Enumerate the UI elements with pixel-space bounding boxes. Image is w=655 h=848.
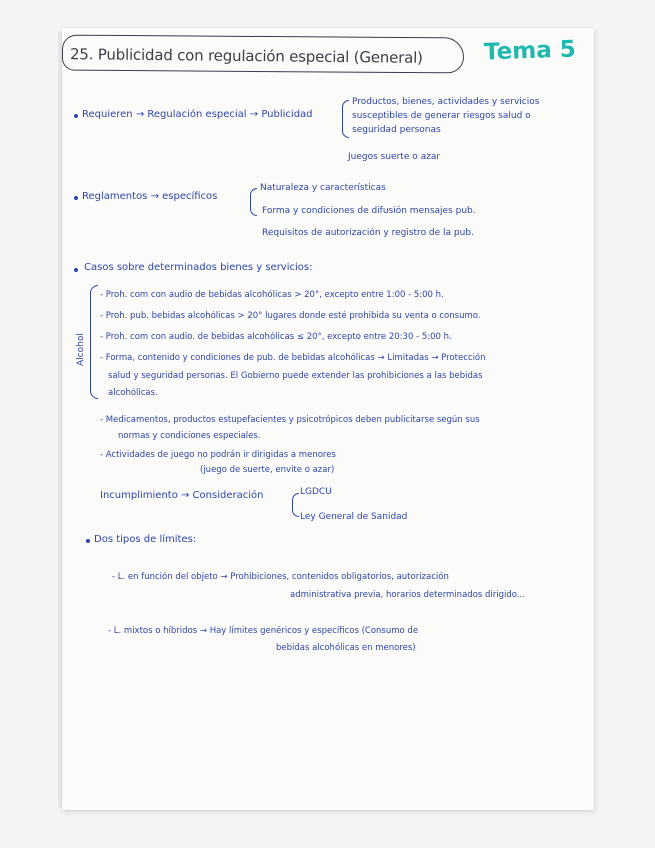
s5-limit-a-2: administrativa previa, horarios determinados dirigido... bbox=[290, 590, 525, 600]
s3-extra-3: - Actividades de juego no podrán ir dirigidas a menores bbox=[100, 450, 336, 460]
page-title: 25. Publicidad con regulación especial (General) bbox=[69, 45, 423, 67]
s4-brace bbox=[292, 493, 299, 517]
s5-lead: Dos tipos de límites: bbox=[94, 534, 197, 545]
s3-line-5: salud y seguridad personas. El Gobierno puede extender las prohibiciones a las bebidas bbox=[108, 371, 483, 381]
s4-item-1: LGDCU bbox=[300, 487, 332, 497]
s5-limit-b-2: bebidas alcohólicas en menores) bbox=[276, 643, 416, 653]
s3-line-1: - Proh. com con audio de bebidas alcohólicas > 20°, excepto entre 1:00 - 5:00 h. bbox=[100, 290, 444, 300]
s1-brace bbox=[342, 100, 349, 138]
s4-lead: Incumplimiento → Consideración bbox=[100, 490, 264, 501]
s2-item-2: Forma y condiciones de difusión mensajes pub. bbox=[262, 206, 476, 216]
tema-heading: Tema 5 bbox=[483, 36, 577, 66]
s3-line-6: alcohólicas. bbox=[108, 388, 158, 398]
s2-item-1: Naturaleza y características bbox=[260, 183, 386, 193]
bullet-2 bbox=[74, 196, 78, 200]
s1-item-4: Juegos suerte o azar bbox=[348, 152, 441, 162]
s2-brace bbox=[250, 188, 257, 216]
s1-item-1: Productos, bienes, actividades y servicios bbox=[352, 97, 540, 107]
s3-line-3: - Proh. com con audio. de bebidas alcohólicas ≤ 20°, excepto entre 20:30 - 5:00 h. bbox=[100, 332, 452, 342]
s3-line-2: - Proh. pub. bebidas alcohólicas > 20° lugares donde esté prohibida su venta o consumo. bbox=[100, 311, 481, 321]
s3-extra-2: normas y condiciones especiales. bbox=[118, 431, 261, 441]
s2-lead: Reglamentos → específicos bbox=[82, 191, 218, 202]
s1-item-2: susceptibles de generar riesgos salud o bbox=[352, 111, 531, 121]
s3-side-label: Alcohol bbox=[76, 333, 86, 366]
s5-limit-b-1: - L. mixtos o híbridos → Hay límites genéricos y específicos (Consumo de bbox=[108, 626, 419, 636]
bullet-1 bbox=[74, 114, 78, 118]
s3-lead: Casos sobre determinados bienes y servicios: bbox=[84, 262, 313, 273]
s3-line-4: - Forma, contenido y condiciones de pub. de bebidas alcohólicas → Limitadas → Protección bbox=[100, 353, 486, 363]
bullet-5 bbox=[86, 539, 90, 543]
s2-item-3: Requisitos de autorización y registro de la pub. bbox=[262, 228, 474, 238]
s3-brace bbox=[90, 285, 98, 399]
s1-lead: Requieren → Regulación especial → Publicidad bbox=[82, 109, 313, 120]
s4-item-2: Ley General de Sanidad bbox=[300, 512, 408, 522]
s5-limit-a-1: - L. en función del objeto → Prohibiciones, contenidos obligatorios, autorización bbox=[112, 572, 449, 582]
s3-extra-4: (juego de suerte, envite o azar) bbox=[200, 465, 335, 475]
s3-extra-1: - Medicamentos, productos estupefacientes y psicotrópicos deben publicitarse según sus bbox=[100, 415, 480, 425]
s1-item-3: seguridad personas bbox=[352, 125, 441, 135]
bullet-3 bbox=[74, 268, 78, 272]
